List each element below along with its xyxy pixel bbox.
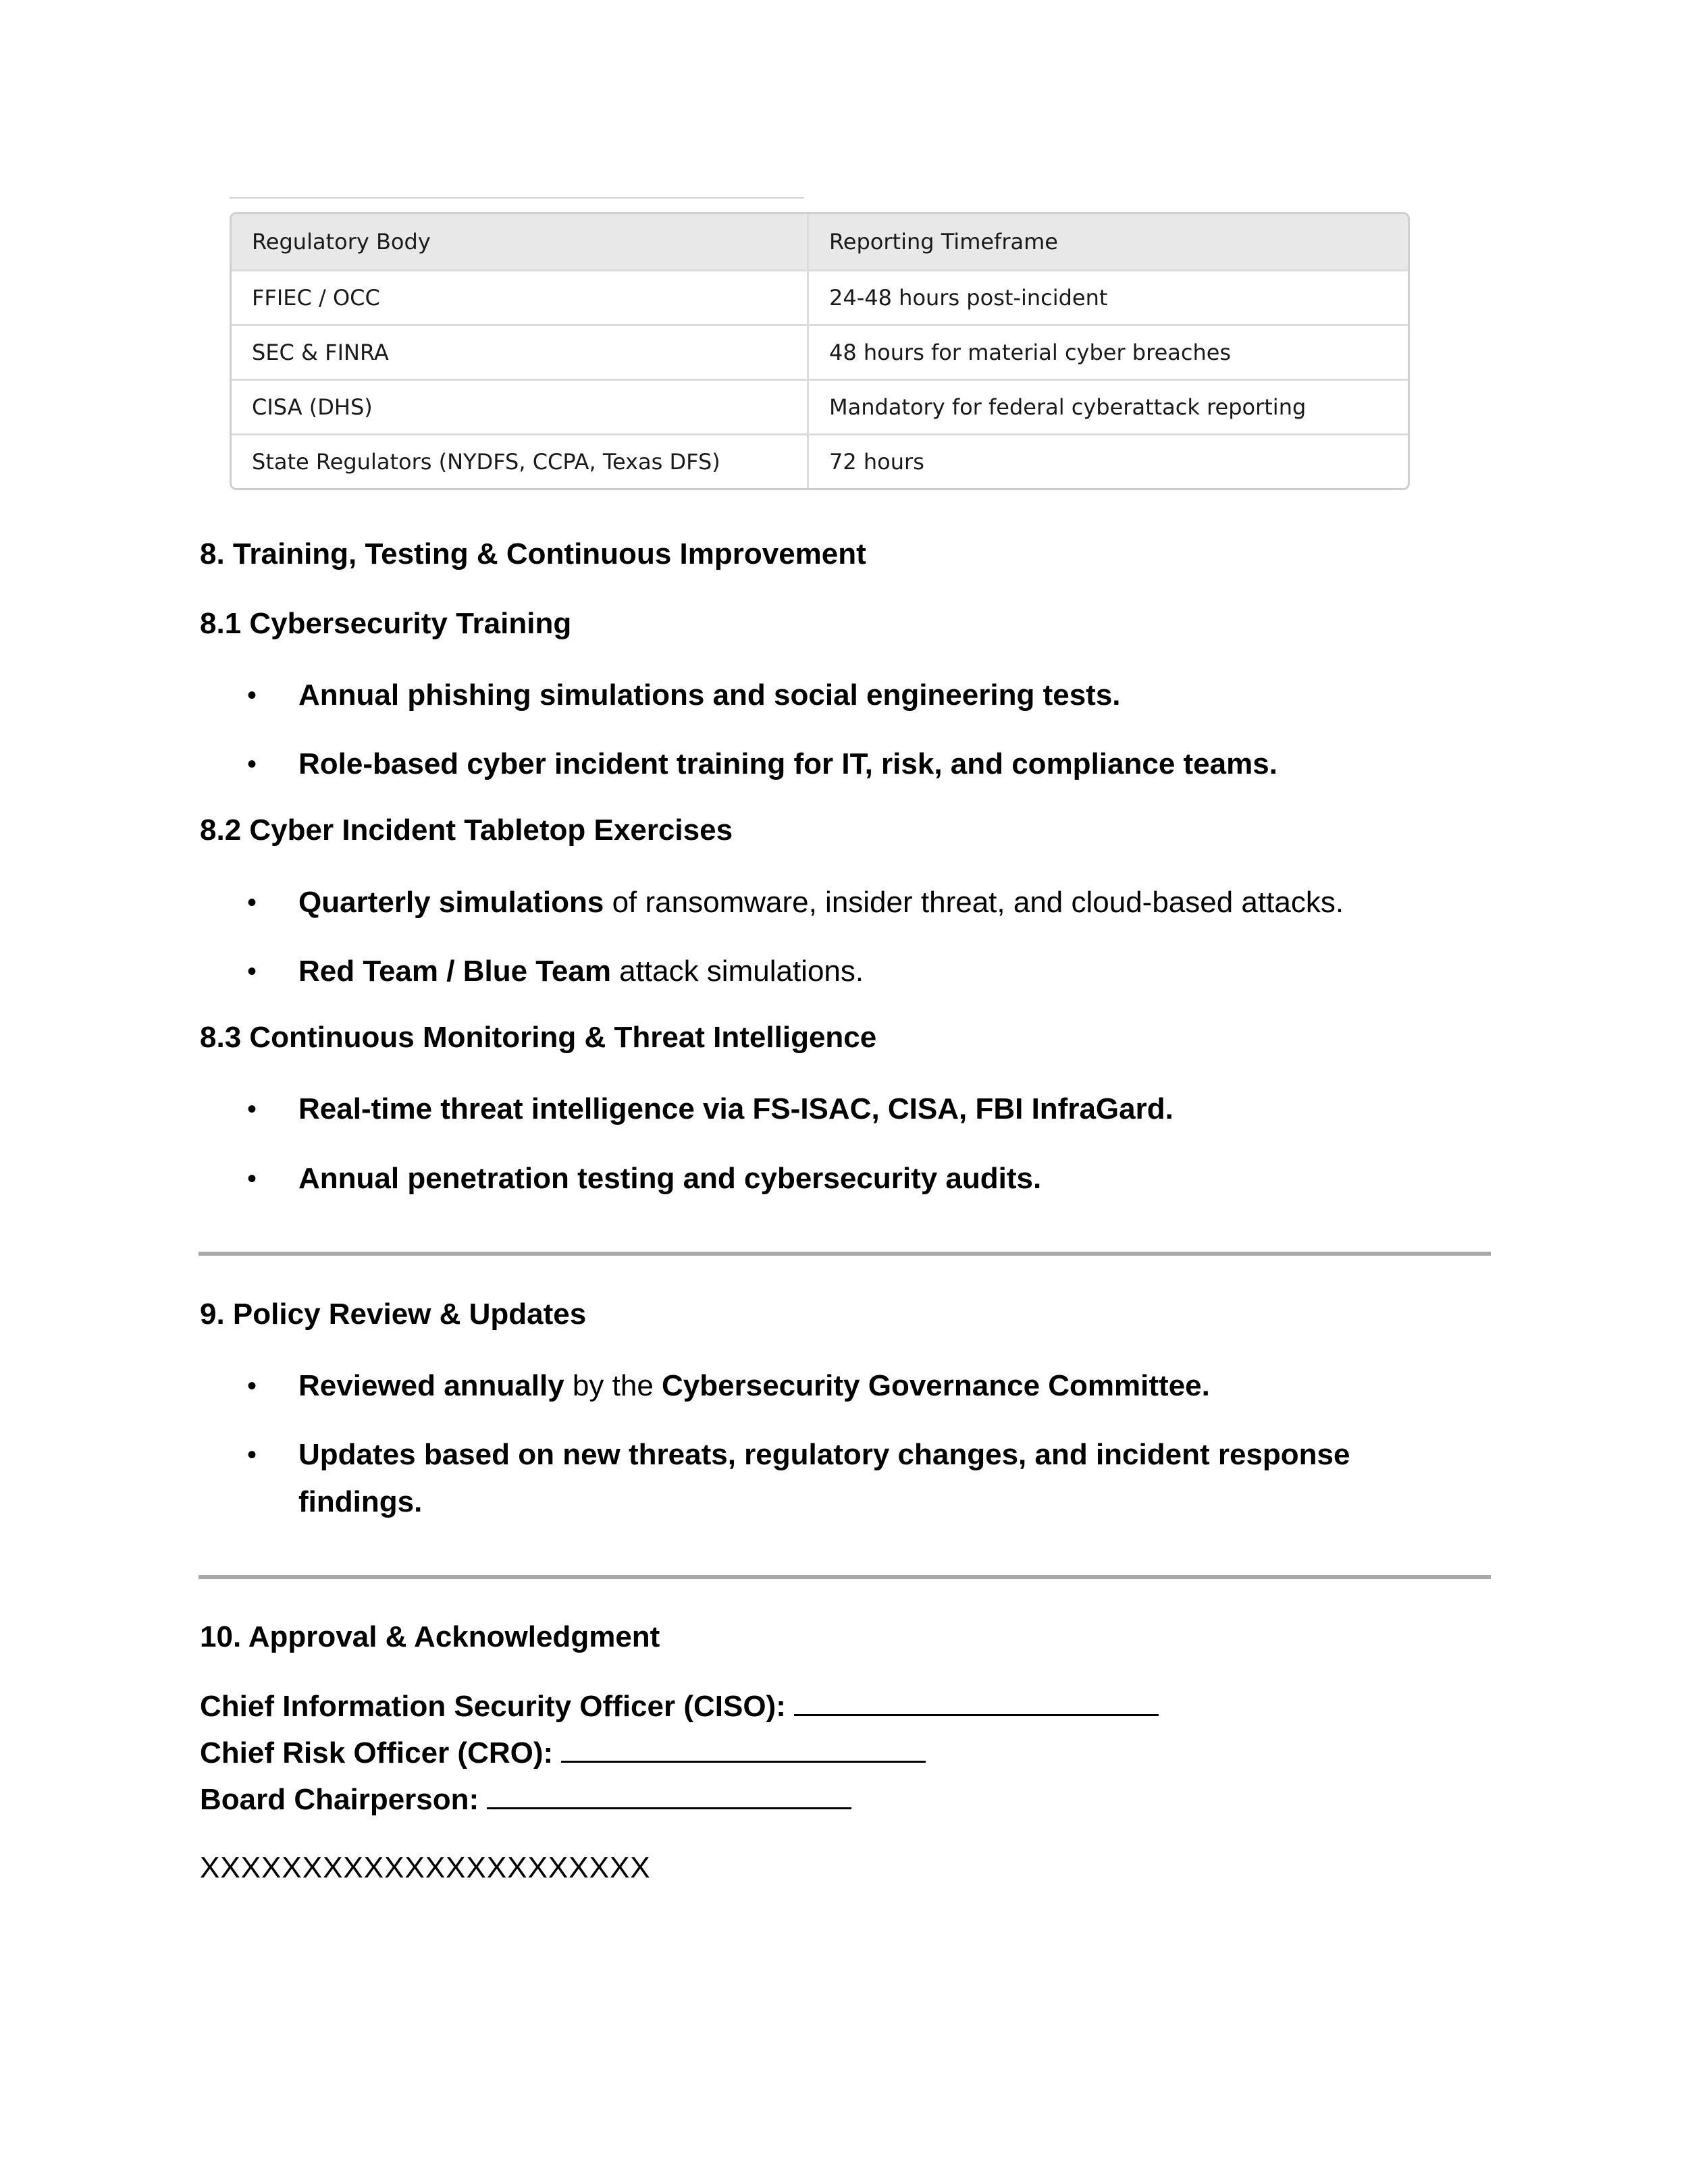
bullet-icon: •	[247, 957, 257, 986]
horizontal-divider	[199, 1575, 1491, 1579]
section-8-3-heading: 8.3 Continuous Monitoring & Threat Intelligence	[200, 1021, 877, 1054]
bullet-icon: •	[247, 1371, 257, 1401]
table-header-row	[232, 214, 1408, 269]
table-cell: State Regulators (NYDFS, CCPA, Texas DFS)	[232, 435, 809, 488]
table-cell: CISA (DHS)	[232, 381, 809, 433]
table-top-rule	[230, 197, 803, 198]
signature-board-chair: Board Chairperson:	[200, 1780, 851, 1819]
table-row	[232, 433, 1408, 488]
table-cell: 24-48 hours post-incident	[829, 285, 1108, 311]
horizontal-divider	[199, 1252, 1491, 1256]
placeholder-text: XXXXXXXXXXXXXXXXXXXXXX	[200, 1851, 651, 1884]
bullet-icon: •	[247, 1094, 257, 1124]
signature-line	[794, 1687, 1159, 1716]
bullet-icon: •	[247, 888, 257, 917]
bullet-icon: •	[247, 1440, 257, 1470]
document-page: Regulatory Body Reporting Timeframe FFIEC / OCC 24-48 hours post-incident SEC & FINRA 48 hours for material cyber breaches CISA (DHS) Mandatory for federal cyberattack reporting State Regulators (NYDFS, CCPA, Texas DFS) 72 hours 8. Training, Testing & Continuous Improvement 8.1 Cybersecurity Training • Annual phishing simulations and social engineering tests. • Role-based cyber incident training for IT, risk, and compliance teams. 8.2 Cyber Incident Tabletop Exercises • Quarterly simulations of ransomware, insider threat, and cloud-based attacks. • Red Team / Blue Team attack simulations. 8.3 Continuous Monitoring & Threat Intelligence • Real-time threat intelligence via FS-ISAC, CISA, FBI InfraGard. • Annual penetration testing and cybersecurity audits. 9. Policy Review & Updates • Reviewed annually by the Cybersecurity Governance Committee. • Updates based on new threats, regulatory changes, and incident response findings. 10. Approval & Acknowledgment Chief Information Security Officer (CISO): Chief Risk Officer (CRO): Board Chairperson: XXXXXXXXXXXXXXXXXXXXXX	[0, 0, 1688, 2184]
signature-line	[487, 1780, 851, 1809]
table-cell: 48 hours for material cyber breaches	[829, 340, 1232, 365]
table-row	[232, 269, 1408, 324]
table-row	[232, 379, 1408, 433]
table-cell: 72 hours	[829, 449, 924, 475]
bullet-icon: •	[247, 1164, 257, 1194]
table-cell: SEC & FINRA	[232, 326, 809, 379]
section-8-1-heading: 8.1 Cybersecurity Training	[200, 607, 572, 640]
section-8-2-heading: 8.2 Cyber Incident Tabletop Exercises	[200, 814, 733, 847]
table-header-cell: Regulatory Body	[232, 214, 809, 269]
table-row	[232, 324, 1408, 379]
section-9-heading: 9. Policy Review & Updates	[200, 1298, 587, 1331]
signature-cro: Chief Risk Officer (CRO):	[200, 1734, 926, 1773]
table-cell: FFIEC / OCC	[232, 271, 809, 324]
section-10-heading: 10. Approval & Acknowledgment	[200, 1620, 660, 1653]
signature-ciso: Chief Information Security Officer (CISO):	[200, 1687, 1159, 1726]
table-header-cell: Reporting Timeframe	[829, 229, 1058, 255]
bullet-icon: •	[247, 749, 257, 779]
signature-line	[561, 1734, 926, 1763]
table-cell: Mandatory for federal cyberattack reporting	[829, 394, 1307, 420]
bullet-icon: •	[247, 681, 257, 710]
section-8-heading: 8. Training, Testing & Continuous Improvement	[200, 537, 866, 570]
regulatory-reporting-table	[230, 212, 1410, 490]
